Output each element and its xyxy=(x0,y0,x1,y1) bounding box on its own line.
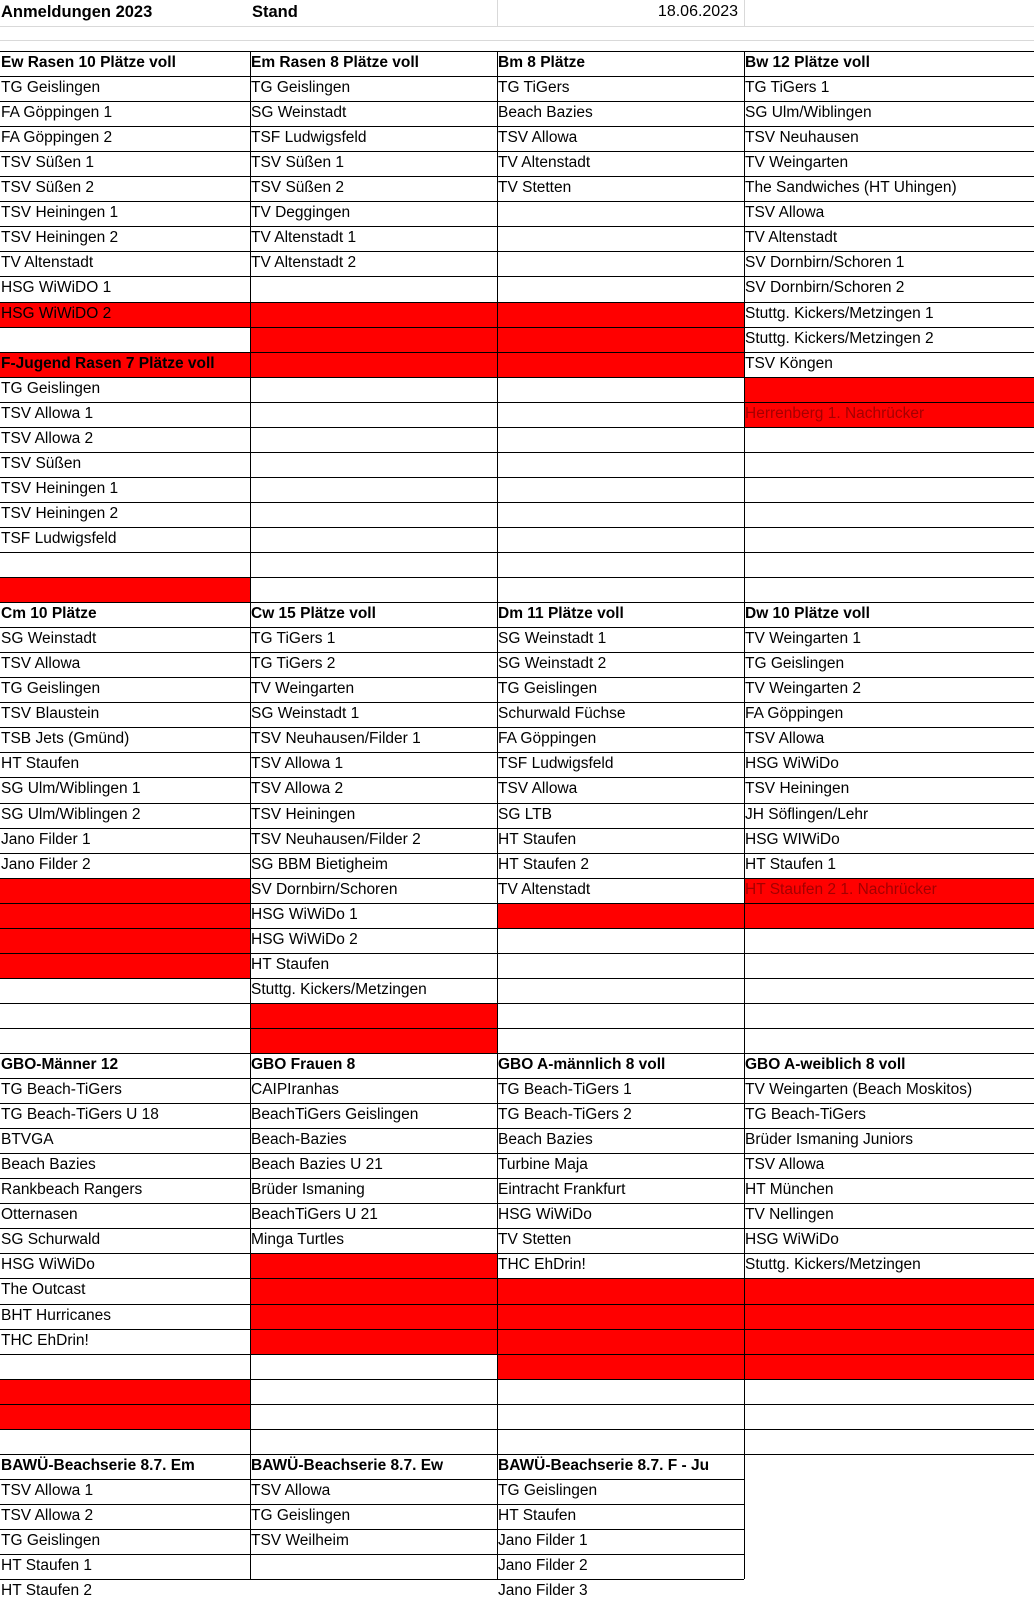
team-cell: TSV Allowa 1 xyxy=(251,755,344,772)
full-slot-cell xyxy=(497,1304,744,1329)
team-cell: TG Beach-TiGers 2 xyxy=(498,1106,632,1123)
team-cell: TV Altenstadt xyxy=(498,881,591,898)
team-cell: HT Staufen xyxy=(498,831,577,848)
team-cell: TG Beach-TiGers xyxy=(1,1081,122,1098)
group-header: Cm 10 Plätze xyxy=(1,605,97,622)
team-cell: HT Staufen xyxy=(498,1507,577,1524)
grid-line xyxy=(0,552,1034,553)
grid-line xyxy=(0,803,1034,804)
team-cell: HT Staufen xyxy=(1,755,80,772)
grid-line xyxy=(0,903,1034,904)
team-cell: Beach Bazies xyxy=(498,104,593,121)
team-cell: Stuttg. Kickers/Metzingen 1 xyxy=(745,305,934,322)
full-slot-cell xyxy=(744,1329,1034,1354)
grid-line xyxy=(0,652,1034,653)
team-cell: TSV Neuhausen/Filder 1 xyxy=(251,730,421,747)
team-cell: TG TiGers 1 xyxy=(745,79,830,96)
grid-line xyxy=(0,727,1034,728)
team-cell: TSV Heiningen 2 xyxy=(1,229,119,246)
team-cell: TG Geislingen xyxy=(251,1507,351,1524)
full-slot-cell xyxy=(250,1003,497,1028)
team-cell: TG TiGers 2 xyxy=(251,655,336,672)
team-cell: HSG WiWiDo xyxy=(498,1206,592,1223)
team-cell: TSV Allowa 2 xyxy=(251,780,344,797)
full-slot-cell xyxy=(250,1278,497,1304)
group-header: Bm 8 Plätze xyxy=(498,54,586,71)
grid-line xyxy=(0,1529,744,1530)
team-cell: TG Geislingen xyxy=(498,680,598,697)
grid-line xyxy=(0,1329,1034,1330)
grid-line xyxy=(0,1479,744,1480)
team-cell: SG Ulm/Wiblingen 2 xyxy=(1,806,141,823)
team-cell: HSG WIWiDo xyxy=(745,831,840,848)
team-cell: TG Geislingen xyxy=(251,79,351,96)
full-slot-cell xyxy=(250,302,497,327)
grid-line xyxy=(0,427,1034,428)
grid-line xyxy=(0,1203,1034,1204)
full-slot-cell xyxy=(744,1304,1034,1329)
team-cell: JH Söflingen/Lehr xyxy=(745,806,869,823)
grid-line xyxy=(0,176,1034,177)
team-cell: Jano Filder 2 xyxy=(498,1557,588,1574)
grid-line xyxy=(0,1579,744,1580)
team-cell: Otternasen xyxy=(1,1206,78,1223)
grid-line xyxy=(0,40,1034,41)
team-cell: TG TiGers 1 xyxy=(251,630,336,647)
team-cell: SV Dornbirn/Schoren 1 xyxy=(745,254,905,271)
team-cell: TSV Süßen xyxy=(1,455,82,472)
team-cell: FA Göppingen xyxy=(745,705,844,722)
grid-line xyxy=(0,1554,744,1555)
team-cell: HT Staufen 2 xyxy=(1,1582,93,1599)
team-cell: TG Beach-TiGers 1 xyxy=(498,1081,632,1098)
team-cell: HT Staufen 2 xyxy=(498,856,590,873)
grid-line xyxy=(0,978,1034,979)
team-cell: HT Staufen 1 xyxy=(1,1557,93,1574)
grid-line xyxy=(0,627,1034,628)
team-cell: TG Geislingen xyxy=(1,680,101,697)
group-header: Cw 15 Plätze voll xyxy=(251,605,376,622)
team-cell: SV Dornbirn/Schoren xyxy=(251,881,398,898)
group-header: BAWÜ-Beachserie 8.7. Ew xyxy=(251,1457,444,1474)
team-cell: TSV Süßen 2 xyxy=(1,179,95,196)
grid-line xyxy=(0,76,1034,77)
team-cell: HSG WiWiDo 1 xyxy=(251,906,358,923)
grid-line xyxy=(0,1379,1034,1380)
grid-line xyxy=(0,777,1034,778)
team-cell: SG LTB xyxy=(498,806,552,823)
grid-line xyxy=(0,352,1034,353)
grid-line xyxy=(0,878,1034,879)
team-cell: TG TiGers xyxy=(498,79,570,96)
team-cell: TG Geislingen xyxy=(1,79,101,96)
team-cell: TSV Allowa xyxy=(1,655,81,672)
grid-line xyxy=(0,828,1034,829)
grid-line xyxy=(0,702,1034,703)
team-cell: BeachTiGers Geislingen xyxy=(251,1106,419,1123)
team-cell: TV Weingarten 1 xyxy=(745,630,862,647)
grid-line xyxy=(0,1228,1034,1229)
grid-line xyxy=(0,101,1034,102)
grid-line xyxy=(0,1128,1034,1129)
team-cell: Jano Filder 1 xyxy=(498,1532,588,1549)
team-cell: TSF Ludwigsfeld xyxy=(1,530,117,547)
grid-line xyxy=(0,928,1034,929)
grid-line xyxy=(0,1354,1034,1355)
group-header: BAWÜ-Beachserie 8.7. Em xyxy=(1,1457,195,1474)
grid-line xyxy=(497,0,498,26)
grid-line xyxy=(0,251,1034,252)
team-cell: TV Stetten xyxy=(498,1231,572,1248)
full-slot-cell xyxy=(0,1379,250,1404)
team-cell: TSV Allowa 1 xyxy=(1,1482,94,1499)
team-cell: FA Göppingen 2 xyxy=(1,129,113,146)
team-cell: TV Deggingen xyxy=(251,204,351,221)
team-cell: TV Weingarten (Beach Moskitos) xyxy=(745,1081,973,1098)
grid-line xyxy=(0,1078,1034,1079)
grid-line xyxy=(0,1454,1034,1455)
team-cell: HSG WiWiDo xyxy=(745,755,839,772)
full-slot-cell xyxy=(497,1278,744,1304)
grid-line xyxy=(0,853,1034,854)
team-cell: Beach Bazies xyxy=(498,1131,593,1148)
team-cell: Rankbeach Rangers xyxy=(1,1181,143,1198)
team-cell: HSG WiWiDo xyxy=(745,1231,839,1248)
team-cell: Beach-Bazies xyxy=(251,1131,347,1148)
grid-line xyxy=(0,953,1034,954)
grid-line xyxy=(497,51,498,1579)
team-cell: Brüder Ismaning Juniors xyxy=(745,1131,913,1148)
grid-line xyxy=(0,201,1034,202)
grid-line xyxy=(0,276,1034,277)
grid-line xyxy=(0,452,1034,453)
team-cell: HT Staufen 1 xyxy=(745,856,837,873)
grid-line xyxy=(0,527,1034,528)
full-slot-cell xyxy=(250,1028,497,1053)
team-cell: THC EhDrin! xyxy=(498,1256,586,1273)
grid-line xyxy=(0,1178,1034,1179)
full-slot-cell xyxy=(497,327,744,352)
team-cell: Eintracht Frankfurt xyxy=(498,1181,626,1198)
team-cell: TSV Heiningen xyxy=(251,806,356,823)
team-cell: TG Beach-TiGers U 18 xyxy=(1,1106,159,1123)
team-cell: FA Göppingen xyxy=(498,730,597,747)
team-cell: The Sandwiches (HT Uhingen) xyxy=(745,179,957,196)
grid-line xyxy=(0,752,1034,753)
team-cell: TV Altenstadt xyxy=(1,254,94,271)
team-cell: SG Weinstadt 1 xyxy=(251,705,360,722)
team-cell: TG Geislingen xyxy=(745,655,845,672)
team-cell: TV Altenstadt xyxy=(745,229,838,246)
grid-line xyxy=(0,1053,1034,1054)
grid-line xyxy=(0,151,1034,152)
full-slot-cell xyxy=(744,1278,1034,1304)
group-header: GBO-Männer 12 xyxy=(1,1056,119,1073)
full-slot-cell xyxy=(250,352,497,377)
group-header: Dw 10 Plätze voll xyxy=(745,605,870,622)
group-header: BAWÜ-Beachserie 8.7. F - Ju xyxy=(498,1457,710,1474)
grid-line xyxy=(744,0,745,26)
group-header: GBO Frauen 8 xyxy=(251,1056,356,1073)
team-cell: Minga Turtles xyxy=(251,1231,345,1248)
grid-line xyxy=(744,51,745,1579)
grid-line xyxy=(0,327,1034,328)
team-cell: TV Nellingen xyxy=(745,1206,834,1223)
grid-line xyxy=(0,1153,1034,1154)
grid-line xyxy=(0,602,1034,603)
team-cell: TG Geislingen xyxy=(1,1532,101,1549)
team-cell: TV Weingarten 2 xyxy=(745,680,862,697)
grid-line xyxy=(0,1003,1034,1004)
grid-line xyxy=(0,377,1034,378)
team-cell: SG Weinstadt 1 xyxy=(498,630,607,647)
grid-line xyxy=(0,26,1034,27)
full-slot-cell xyxy=(0,1404,250,1429)
team-cell: Brüder Ismaning xyxy=(251,1181,365,1198)
full-slot-cell xyxy=(497,302,744,327)
full-slot-cell xyxy=(497,1354,744,1379)
grid-line xyxy=(0,226,1034,227)
group-header: GBO A-weiblich 8 voll xyxy=(745,1056,906,1073)
team-cell: The Outcast xyxy=(1,1281,86,1298)
team-cell: TV Altenstadt xyxy=(498,154,591,171)
team-cell: TSV Allowa 2 xyxy=(1,1507,94,1524)
grid-line xyxy=(0,1404,1034,1405)
team-cell: TV Stetten xyxy=(498,179,572,196)
team-cell: SG Schurwald xyxy=(1,1231,101,1248)
team-cell: Stuttg. Kickers/Metzingen 2 xyxy=(745,330,934,347)
team-cell: TG Geislingen xyxy=(498,1482,598,1499)
full-slot-cell xyxy=(0,928,250,953)
team-cell: TSV Allowa xyxy=(251,1482,331,1499)
nachruecker-cell: Herrenberg 1. Nachrücker xyxy=(744,402,1034,427)
grid-line xyxy=(0,402,1034,403)
team-cell: HSG WiWiDO 2 xyxy=(1,305,112,322)
team-cell: TSB Jets (Gmünd) xyxy=(1,730,130,747)
team-cell: HSG WiWiDo xyxy=(1,1256,95,1273)
team-cell: TSV Neuhausen xyxy=(745,129,859,146)
team-cell: TSV Allowa xyxy=(498,780,578,797)
team-cell: TSV Neuhausen/Filder 2 xyxy=(251,831,421,848)
team-cell: Turbine Maja xyxy=(498,1156,588,1173)
grid-line xyxy=(0,502,1034,503)
grid-line xyxy=(0,1304,1034,1305)
team-cell: TSF Ludwigsfeld xyxy=(251,129,367,146)
team-cell: TSV Allowa xyxy=(745,730,825,747)
stand-date: 18.06.2023 xyxy=(657,3,738,20)
team-cell: CAIPIranhas xyxy=(251,1081,339,1098)
team-cell: TV Altenstadt 2 xyxy=(251,254,357,271)
full-slot-cell xyxy=(744,1354,1034,1379)
group-header: Bw 12 Plätze voll xyxy=(745,54,870,71)
team-cell: SG Weinstadt xyxy=(251,104,347,121)
team-cell: TV Weingarten xyxy=(745,154,849,171)
team-cell: Beach Bazies xyxy=(1,1156,96,1173)
team-cell: TSV Heiningen 1 xyxy=(1,480,119,497)
full-slot-cell xyxy=(0,577,250,602)
grid-line xyxy=(0,1253,1034,1254)
group-header: Dm 11 Plätze voll xyxy=(498,605,624,622)
team-cell: SV Dornbirn/Schoren 2 xyxy=(745,279,905,296)
grid-line xyxy=(0,1278,1034,1279)
team-cell: TG Beach-TiGers xyxy=(745,1106,866,1123)
full-slot-cell xyxy=(497,1329,744,1354)
team-cell: SG Ulm/Wiblingen 1 xyxy=(1,780,141,797)
full-slot-cell xyxy=(744,377,1034,402)
team-cell: Beach Bazies U 21 xyxy=(251,1156,383,1173)
team-cell: SG Ulm/Wiblingen xyxy=(745,104,872,121)
team-cell: Schurwald Füchse xyxy=(498,705,626,722)
team-cell: HT Staufen xyxy=(251,956,330,973)
team-cell: TSV Süßen 1 xyxy=(1,154,95,171)
team-cell: SG Weinstadt 2 xyxy=(498,655,607,672)
team-cell: TSV Allowa xyxy=(498,129,578,146)
team-cell: TV Weingarten xyxy=(251,680,355,697)
full-slot-cell xyxy=(250,1253,497,1278)
team-cell: HT München xyxy=(745,1181,834,1198)
team-cell: FA Göppingen 1 xyxy=(1,104,113,121)
full-slot-cell xyxy=(250,1329,497,1354)
grid-line xyxy=(0,1504,744,1505)
sheet-title: Anmeldungen 2023 xyxy=(1,3,153,21)
grid-line xyxy=(0,477,1034,478)
team-cell: TSF Ludwigsfeld xyxy=(498,755,614,772)
team-cell: Jano Filder 2 xyxy=(1,856,91,873)
team-cell: TSV Süßen 1 xyxy=(251,154,345,171)
team-cell: HSG WiWiDO 1 xyxy=(1,279,112,296)
team-cell: TSV Allowa 1 xyxy=(1,405,94,422)
nachruecker-cell: HT Staufen 2 1. Nachrücker xyxy=(744,878,1034,903)
team-cell: THC EhDrin! xyxy=(1,1332,89,1349)
team-cell: TSV Allowa xyxy=(745,1156,825,1173)
full-slot-cell xyxy=(744,903,1034,928)
full-slot-cell xyxy=(0,953,250,978)
grid-line xyxy=(0,51,1034,52)
team-cell: SG BBM Bietigheim xyxy=(251,856,388,873)
grid-line xyxy=(250,51,251,1579)
team-cell: TSV Heiningen 1 xyxy=(1,204,119,221)
team-cell: HSG WiWiDo 2 xyxy=(251,931,358,948)
full-slot-cell xyxy=(250,327,497,352)
team-cell: TSV Allowa xyxy=(745,204,825,221)
grid-line xyxy=(0,302,1034,303)
team-cell: TSV Weilheim xyxy=(251,1532,349,1549)
team-cell: TSV Süßen 2 xyxy=(251,179,345,196)
full-slot-cell xyxy=(0,903,250,928)
grid-line xyxy=(0,577,1034,578)
full-slot-cell xyxy=(497,903,744,928)
team-cell: SG Weinstadt xyxy=(1,630,97,647)
team-cell: Jano Filder 3 xyxy=(498,1582,588,1599)
grid-line xyxy=(0,677,1034,678)
group-header: Ew Rasen 10 Plätze voll xyxy=(1,54,176,71)
stand-label: Stand xyxy=(252,3,298,21)
team-cell: Jano Filder 1 xyxy=(1,831,91,848)
team-cell: BTVGA xyxy=(1,1131,54,1148)
team-cell: BeachTiGers U 21 xyxy=(251,1206,378,1223)
team-cell: TV Altenstadt 1 xyxy=(251,229,357,246)
group-header: F-Jugend Rasen 7 Plätze voll xyxy=(1,355,215,372)
full-slot-cell xyxy=(250,1304,497,1329)
team-cell: TSV Heiningen 2 xyxy=(1,505,119,522)
team-cell: BHT Hurricanes xyxy=(1,1307,111,1324)
team-cell: TSV Heiningen xyxy=(745,780,850,797)
grid-line xyxy=(0,1429,1034,1430)
grid-line xyxy=(0,1103,1034,1104)
team-cell: TSV Köngen xyxy=(745,355,833,372)
grid-line xyxy=(0,1028,1034,1029)
group-header: Em Rasen 8 Plätze voll xyxy=(251,54,419,71)
team-cell: TSV Allowa 2 xyxy=(1,430,94,447)
group-header: GBO A-männlich 8 voll xyxy=(498,1056,666,1073)
team-cell: Stuttg. Kickers/Metzingen xyxy=(745,1256,921,1273)
team-cell: TG Geislingen xyxy=(1,380,101,397)
full-slot-cell xyxy=(497,352,744,377)
full-slot-cell xyxy=(0,878,250,903)
grid-line xyxy=(0,126,1034,127)
team-cell: TSV Blaustein xyxy=(1,705,100,722)
team-cell: Stuttg. Kickers/Metzingen xyxy=(251,981,427,998)
